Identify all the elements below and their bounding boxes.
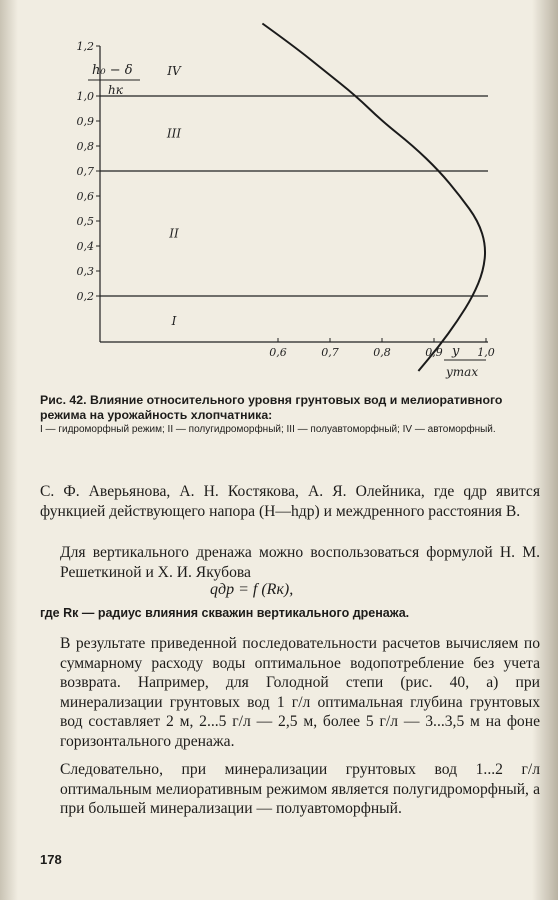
y-axis-label-denominator: hк xyxy=(108,83,123,97)
zone-label: II xyxy=(169,226,179,241)
paragraph-4 xyxy=(40,760,540,819)
x-axis-label-denominator: ymax xyxy=(446,365,479,379)
zone-label: III xyxy=(166,126,182,141)
yield-curve xyxy=(262,24,485,372)
paragraph-1: С. Ф. Аверьянова, А. Н. Костякова, А. Я. Олейника, где qдр явится функцией действующего напора (H—hдр) и междренного расстояния B. xyxy=(40,483,540,520)
x-tick-label: 1,0 xyxy=(477,346,495,359)
y-tick-label: 1,2 xyxy=(76,40,94,53)
y-tick-label: 0,7 xyxy=(76,165,94,178)
formula: qдр = f (Rк), xyxy=(210,581,294,598)
x-tick-label: 0,6 xyxy=(269,346,287,359)
formula-explanation: где Rк — радиус влияния скважин вертикального дренажа. xyxy=(40,606,410,620)
paragraph-3-text: В результате приведенной последовательности расчетов вычисляем по суммарному расходу воды оптимальное водопотребление без учета возврата. Например, для Голодной степи (рис. 40, а) при минерализации грунтовых вод 1 г/л оптимальная глубина грунтовых вод составляет 2 м, 2...5 г/л — 2,5 м, более 5 г/л — 3...3,5 м на фоне горизонтального дренажа. xyxy=(60,635,540,750)
y-tick-label: 0,4 xyxy=(76,240,94,253)
paragraph-4-text: Следовательно, при минерализации грунтовых вод 1...2 г/л оптимальным мелиоративным режимом является полугидроморфный, а при большей минерализации — полуавтоморфный. xyxy=(60,761,540,817)
x-tick-label: 0,7 xyxy=(321,346,339,359)
x-axis-label-numerator: y xyxy=(452,344,460,359)
figure-legend: I — гидроморфный режим; II — полугидроморфный; III — полуавтоморфный; IV — автоморфный. xyxy=(40,424,496,435)
paragraph-2-text: Для вертикального дренажа можно воспользоваться формулой Н. М. Решеткиной и Х. И. Якубова xyxy=(60,544,540,581)
y-tick-label: 0,6 xyxy=(76,190,94,203)
y-tick-label: 0,2 xyxy=(76,290,94,303)
y-tick-label: 0,9 xyxy=(76,115,94,128)
y-tick-label: 0,3 xyxy=(76,265,94,278)
page-number: 178 xyxy=(40,852,62,867)
y-tick-label: 0,5 xyxy=(76,215,94,228)
zone-label: I xyxy=(171,314,177,328)
figure-42-chart xyxy=(0,0,558,400)
paragraph-2 xyxy=(40,543,540,582)
y-tick-label: 1,0 xyxy=(76,90,94,103)
zone-label: IV xyxy=(167,64,181,78)
figure-caption: Рис. 42. Влияние относительного уровня грунтовых вод и мелиоративного режима на урожайность хлопчатника: xyxy=(40,393,503,422)
paragraph-3 xyxy=(40,634,540,751)
x-tick-label: 0,9 xyxy=(425,346,443,359)
y-tick-label: 0,8 xyxy=(76,140,94,153)
x-tick-label: 0,8 xyxy=(373,346,391,359)
y-axis-label-numerator: h₀ − δ xyxy=(92,63,133,78)
